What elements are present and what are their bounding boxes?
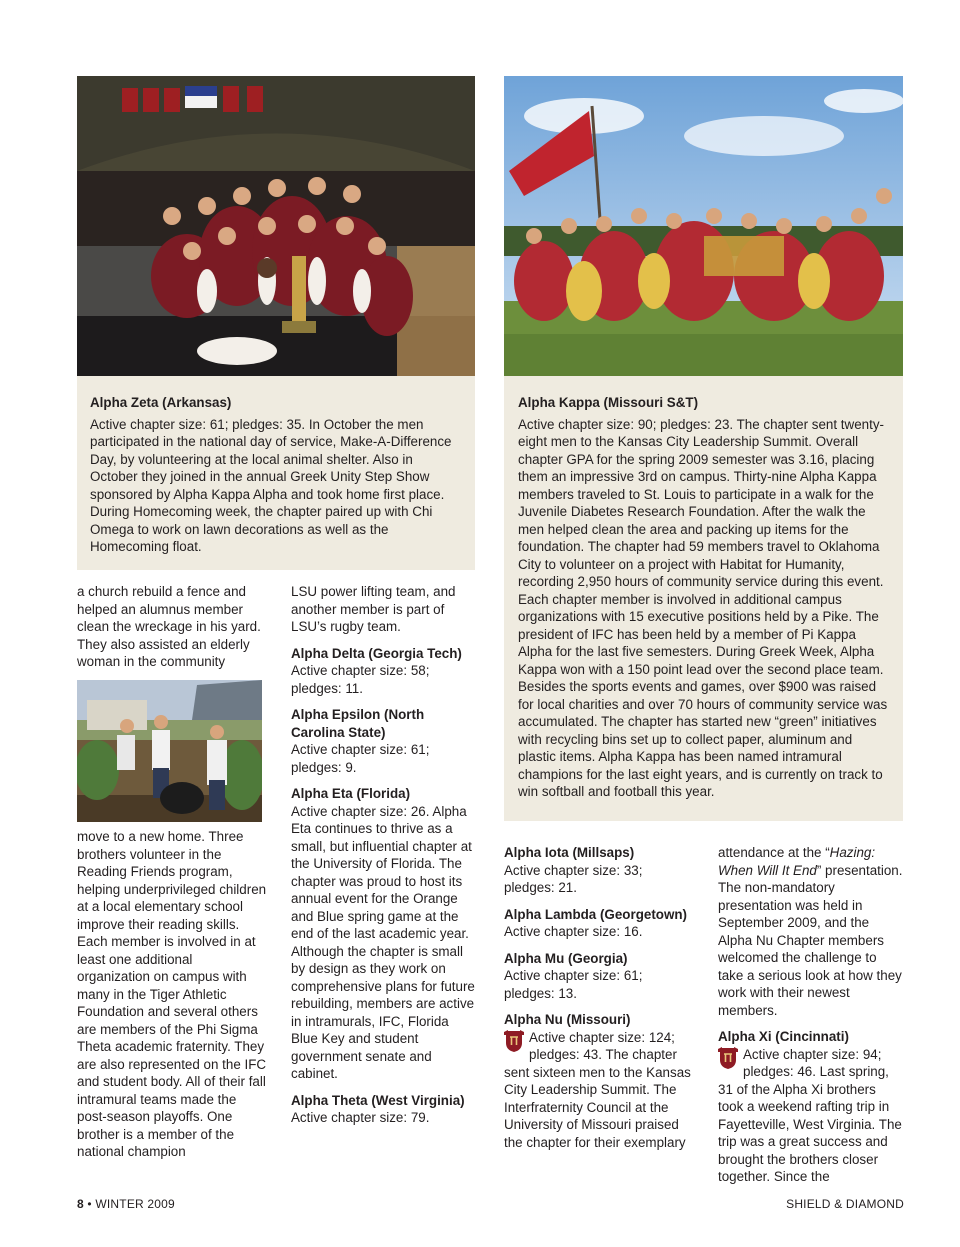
column-3: [504, 844, 696, 1151]
alpha-zeta-body: Active chapter size: 61; pledges: 35. In October the men participated in the national day of service, Make-A-Difference Day, by volunteering at the local animal shelter. Also in October they joined in the annual Greek Unity Step Show sponsored by Alpha Kappa Alpha and took home first place. During Homecoming week, the chapter paired up with Chi Omega to work on lawn decorations as well as the Homecoming float.: [90, 416, 452, 554]
footer-right: [786, 1196, 904, 1214]
alpha-nu-continued: [718, 844, 904, 1019]
alpha-nu-cont-after: ” presentation. The non-mandatory presentation was held in September 2009, and the Alpha Nu Chapter members welcomed the challenge to take a serious look at how they work with their newest members.: [718, 862, 903, 1018]
alpha-eta-heading: Alpha Eta (Florida): [291, 786, 411, 801]
alpha-xi-body-wrap: [718, 1046, 904, 1186]
alpha-lambda-body: Active chapter size: 16.: [504, 924, 643, 939]
col1-bottom-text: move to a new home. Three brothers volunteer in the Reading Friends program, helping underprivileged children at a local elementary school improve their reading skills. Each member is involved in at least one additional organization on campus with many in the Tiger Athletic Foundation and several others are members of the Phi Sigma Theta academic fraternity. They are also represented on the IFC and student body. All of their fall intramural teams made the post-season playoffs. One brother is a member of the national champion: [77, 829, 267, 1159]
alpha-xi-heading: Alpha Xi (Cincinnati): [718, 1029, 849, 1044]
issue-label: WINTER 2009: [95, 1197, 175, 1211]
alpha-nu-body-wrap: [504, 1029, 696, 1152]
alpha-nu-cont-before: attendance at the “: [718, 845, 830, 860]
volunteer-photo: [77, 680, 262, 822]
col2-intro: LSU power lifting team, and another member is part of LSU’s rugby team.: [291, 584, 456, 634]
alpha-nu-body: Active chapter size: 124; pledges: 43. The chapter sent sixteen men to the Kansas City Leadership Summit. The Interfraternity Council at the University of Missouri praised the chapter for their exemplary: [504, 1029, 691, 1150]
alpha-kappa-body: Active chapter size: 90; pledges: 23. The chapter sent twenty-eight men to the Kansas City Leadership Summit. Overall chapter GPA for the spring 2009 semester was 3.16, placing them an impressive 3rd on campus. Thirty-nine Alpha Kappa members traveled to St. Louis to participate in a walk for the Juvenile Diabetes Research Foundation. After the walk the men helped clean the area and packing up items for the foundation. The chapter had 59 members travel to Oklahoma City to volunteer on a project with Habitat for Humanity, recording 2,950 hours of community service during this event. Each chapter member is involved in additional campus organizations with 15 executive positions held by a Pike. The president of IFC has been held by a member of Pi Kappa Alpha for the last five semesters. During Greek Week, Alpha Kappa won with a 150 point lead over the second place team. Besides the sports events and games, over $900 was raised for local charities and over 70 hours of community service was accumulated. The chapter has started new “green” initiatives with recycling bins set up to collect paper, aluminum and plastic items. Alpha Kappa has been named intramural champions for the last eight years, and is currently on track to win softball and football this year.: [518, 416, 888, 799]
page-number: 8: [77, 1197, 84, 1211]
alpha-mu-body: Active chapter size: 61; pledges: 13.: [504, 968, 643, 1001]
alpha-eta-body: Active chapter size: 26. Alpha Eta continues to thrive as a small, but influential chapter at the University of Florida. The chapter was proud to host its annual event for the Orange and Blue spring game at the end of the last academic year. Although the chapter is small by design as they work on comprehensive plans for future rebuilding, members are active in intramurals, IFC, Florida Blue Key and student government senate and cabinet.: [291, 803, 475, 1081]
alpha-zeta-photo: [77, 76, 475, 376]
col1-top-text: a church rebuild a fence and helped an alumnus member clean the wreckage in his yard. They also assisted an elderly woman in the community: [77, 584, 261, 669]
alpha-delta-body: Active chapter size: 58; pledges: 11.: [291, 663, 430, 696]
alpha-zeta-caption: [77, 376, 475, 570]
alpha-xi-body: Active chapter size: 94; pledges: 46. Last spring, 31 of the Alpha Xi brothers took a weekend rafting trip in Fayetteville, West Virginia. The trip was a great success and brought the brothers closer together. Since the: [718, 1046, 902, 1184]
alpha-mu-heading: Alpha Mu (Georgia): [504, 950, 628, 966]
column-4: [718, 844, 904, 1186]
hazing-presentation-title: Hazing: When Will It End: [718, 845, 876, 878]
alpha-lambda-heading: Alpha Lambda (Georgetown): [504, 906, 688, 922]
magazine-title: SHIELD & DIAMOND: [786, 1197, 904, 1211]
column-1-bottom: [77, 828, 269, 1161]
alpha-theta-body: Active chapter size: 79.: [291, 1110, 430, 1125]
alpha-epsilon-body: Active chapter size: 61; pledges: 9.: [291, 742, 430, 775]
shield-badge-icon: [718, 1046, 738, 1070]
column-2: [291, 583, 477, 1127]
alpha-kappa-heading: Alpha Kappa (Missouri S&T): [518, 395, 699, 410]
alpha-nu-heading: Alpha Nu (Missouri): [504, 1012, 631, 1027]
alpha-theta-heading: Alpha Theta (West Virginia): [291, 1092, 465, 1108]
alpha-iota-heading: Alpha Iota (Millsaps): [504, 845, 635, 860]
alpha-iota-body: Active chapter size: 33; pledges: 21.: [504, 862, 643, 895]
alpha-zeta-heading: Alpha Zeta (Arkansas): [90, 395, 232, 410]
footer-separator: •: [83, 1197, 96, 1211]
column-1-top: [77, 583, 269, 671]
alpha-delta-heading: Alpha Delta (Georgia Tech): [291, 645, 462, 661]
alpha-epsilon-heading: Alpha Epsilon (North Carolina State): [291, 707, 425, 740]
alpha-kappa-caption: [504, 376, 903, 821]
alpha-kappa-photo: [504, 76, 903, 376]
footer-left: [77, 1196, 175, 1214]
shield-badge-icon: [504, 1029, 524, 1053]
